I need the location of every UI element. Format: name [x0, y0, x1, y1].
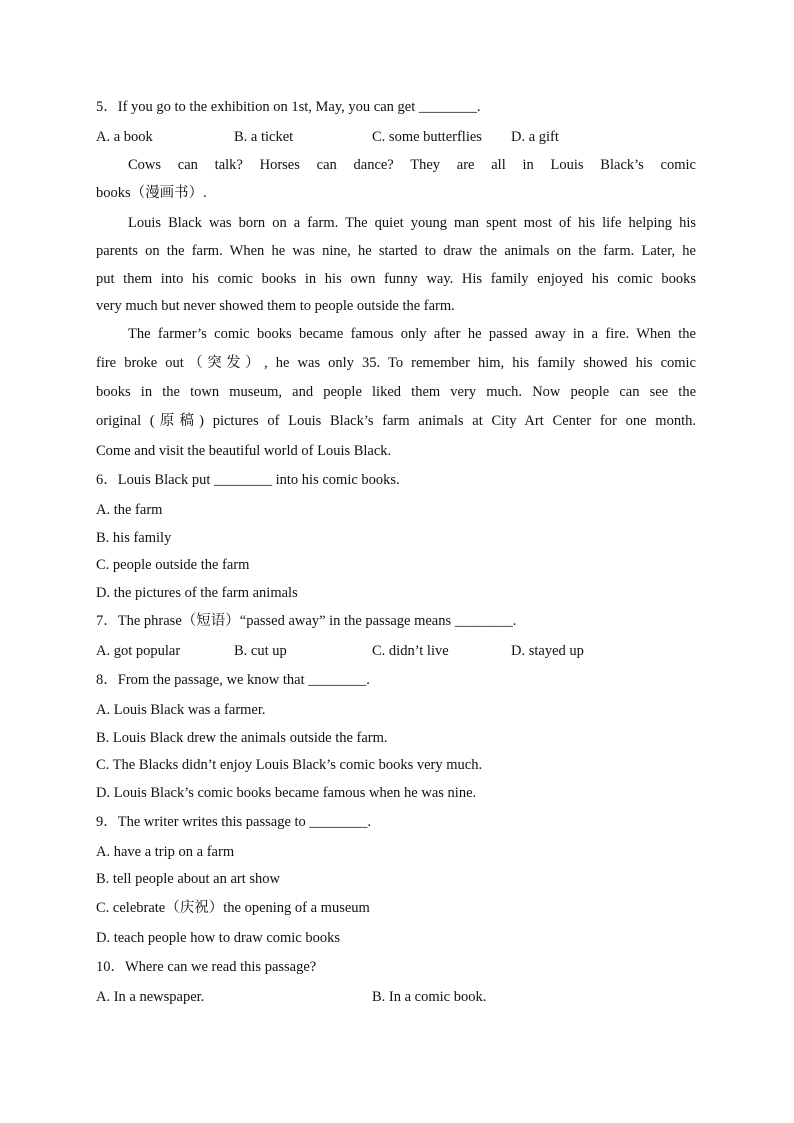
passage-p3-line-5: Come and visit the beautiful world of Louis Black. — [96, 443, 392, 459]
q10-option-b: B. In a comic book. — [372, 989, 487, 1005]
q5-option-b: B. a ticket — [234, 129, 294, 145]
q7-option-d: D. stayed up — [511, 643, 584, 659]
q8-option-b: B. Louis Black drew the animals outside the farm. — [96, 730, 388, 746]
q5-option-d: D. a gift — [511, 129, 559, 145]
passage-p3-line-3: books in the town museum, and people liked them very much. Now people can see the — [96, 384, 696, 400]
q7-option-c: C. didn’t live — [372, 643, 449, 659]
q6-option-a: A. the farm — [96, 502, 163, 518]
passage-p3-line-1: The farmer’s comic books became famous only after he passed away in a fire. When the — [128, 326, 696, 342]
q9-stem: 9．The writer writes this passage to ________. — [96, 814, 372, 830]
passage-p2-line-2: parents on the farm. When he was nine, he started to draw the animals on the farm. Later, he — [96, 243, 696, 259]
q8-option-c: C. The Blacks didn’t enjoy Louis Black’s comic books very much. — [96, 757, 483, 773]
q10-stem: 10．Where can we read this passage? — [96, 959, 317, 975]
q7-option-b: B. cut up — [234, 643, 287, 659]
q8-option-a: A. Louis Black was a farmer. — [96, 702, 266, 718]
q9-option-a: A. have a trip on a farm — [96, 844, 235, 860]
q7-option-a: A. got popular — [96, 643, 181, 659]
q8-stem: 8．From the passage, we know that ________. — [96, 672, 370, 688]
q9-option-d: D. teach people how to draw comic books — [96, 930, 341, 946]
q9-option-b: B. tell people about an art show — [96, 871, 281, 887]
passage-p1-line-2: books（漫画书）. — [96, 185, 207, 201]
passage-p2-line-3: put them into his comic books in his own funny way. His family enjoyed his comic books — [96, 271, 696, 287]
q5-stem: 5．If you go to the exhibition on 1st, May, you can get ________. — [96, 99, 481, 115]
q6-option-d: D. the pictures of the farm animals — [96, 585, 298, 601]
q6-option-c: C. people outside the farm — [96, 557, 250, 573]
q5-option-c: C. some butterflies — [372, 129, 482, 145]
q6-option-b: B. his family — [96, 530, 172, 546]
passage-p2-line-1: Louis Black was born on a farm. The quiet young man spent most of his life helping his — [128, 215, 696, 231]
q9-option-c: C. celebrate（庆祝）the opening of a museum — [96, 900, 370, 916]
q8-option-d: D. Louis Black’s comic books became famous when he was nine. — [96, 785, 477, 801]
q6-stem: 6．Louis Black put ________ into his comic books. — [96, 472, 400, 488]
passage-p2-line-4: very much but never showed them to people outside the farm. — [96, 298, 455, 314]
passage-p3-line-4: original (原稿) pictures of Louis Black’s farm animals at City Art Center for one month. — [96, 413, 696, 429]
q7-stem: 7．The phrase（短语）“passed away” in the passage means ________. — [96, 613, 517, 629]
passage-p3-line-2: fire broke out（突发）, he was only 35. To remember him, his family showed his comic — [96, 355, 696, 371]
q5-option-a: A. a book — [96, 129, 153, 145]
q10-option-a: A. In a newspaper. — [96, 989, 205, 1005]
passage-p1-line-1: Cows can talk? Horses can dance? They are all in Louis Black’s comic — [128, 157, 696, 173]
